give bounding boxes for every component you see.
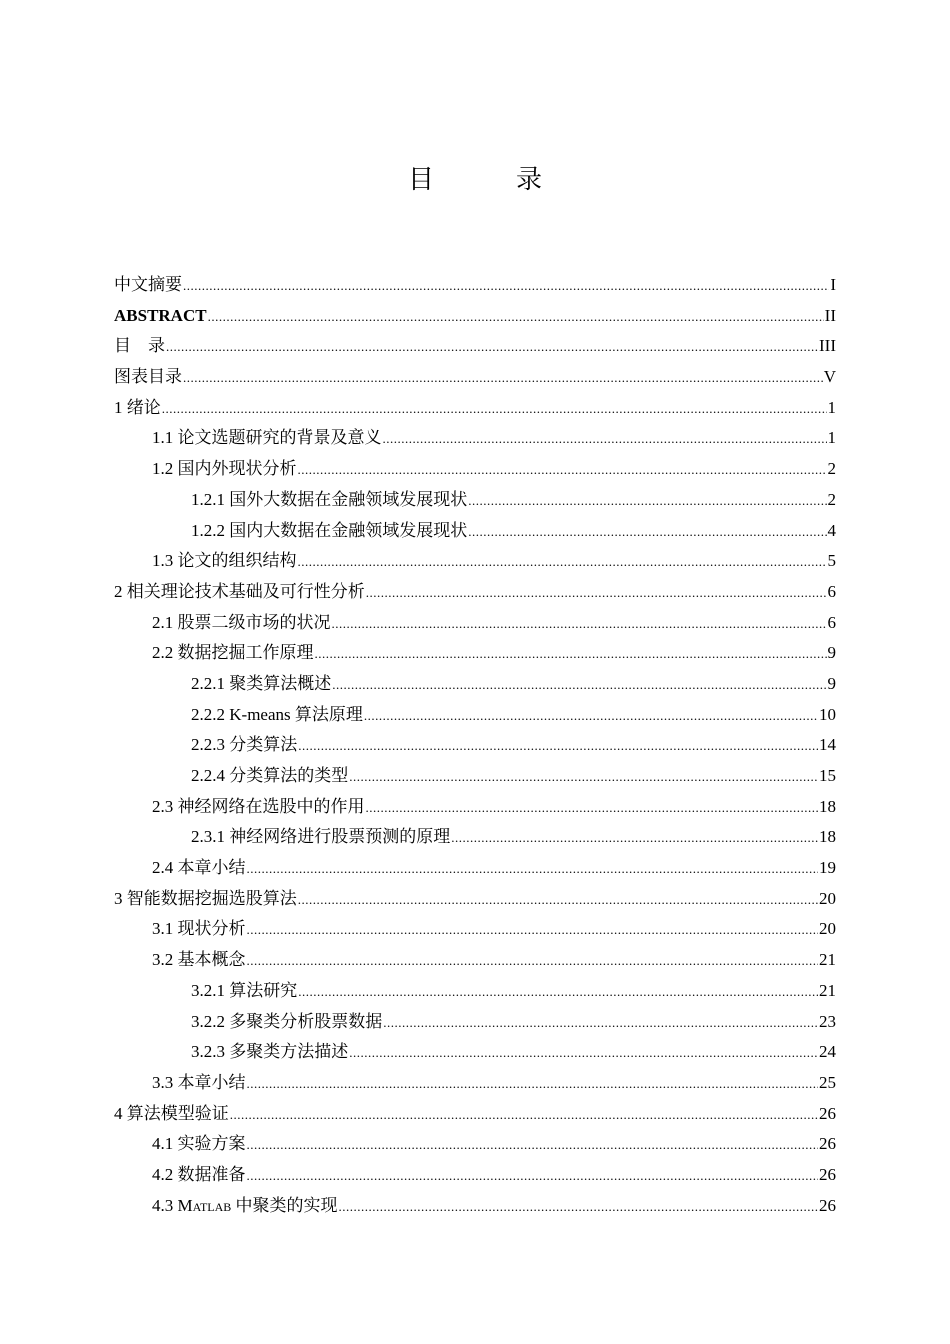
- toc-entry[interactable]: [114, 331, 836, 362]
- toc-entry[interactable]: [114, 822, 836, 853]
- toc-entry-label: 4 算法模型验证: [114, 1103, 229, 1123]
- toc-entry[interactable]: [114, 485, 836, 516]
- toc-entry[interactable]: [114, 516, 836, 547]
- toc-dot-leader: [383, 1008, 818, 1039]
- toc-entry[interactable]: [114, 1099, 836, 1130]
- toc-dot-leader: [230, 1100, 818, 1131]
- toc-dot-leader: [339, 1192, 818, 1223]
- toc-entry-label: 1.2.2 国内大数据在金融领域发展现状: [191, 520, 468, 540]
- toc-entry[interactable]: [114, 577, 836, 608]
- toc-page-number: 20: [819, 888, 836, 908]
- toc-page-number: 18: [819, 827, 836, 847]
- toc-dot-leader: [298, 547, 827, 578]
- toc-dot-leader: [208, 302, 824, 333]
- toc-entry[interactable]: [114, 270, 836, 301]
- toc-entry-label: 3.3 本章小结: [152, 1072, 246, 1092]
- toc-dot-leader: [468, 486, 826, 517]
- toc-dot-leader: [247, 915, 819, 946]
- toc-dot-leader: [468, 517, 826, 548]
- toc-entry[interactable]: [114, 1068, 836, 1099]
- toc-page-number: 21: [819, 950, 836, 970]
- toc-dot-leader: [166, 332, 818, 363]
- toc-page-number: 15: [819, 766, 836, 785]
- toc-dot-leader: [298, 731, 818, 762]
- toc-page-number: 19: [819, 858, 836, 878]
- toc-page-number: 2: [827, 489, 836, 509]
- toc-entry-label: 1.1 论文选题研究的背景及意义: [152, 428, 382, 448]
- toc-entry[interactable]: [114, 976, 836, 1007]
- toc-entry[interactable]: [114, 1191, 836, 1222]
- toc-entry[interactable]: [114, 362, 836, 393]
- toc-page-number: 26: [819, 1134, 836, 1154]
- toc-entry[interactable]: [114, 608, 836, 639]
- toc-entry[interactable]: [114, 730, 836, 761]
- toc-entry-label: 3.2.2 多聚类分析股票数据: [191, 1011, 383, 1031]
- toc-page-number: V: [823, 367, 836, 387]
- toc-entry[interactable]: [114, 914, 836, 945]
- toc-page-number: 24: [819, 1042, 836, 1062]
- page-title: 目 录: [407, 165, 570, 194]
- toc-entry[interactable]: [114, 393, 836, 424]
- toc-page-number: 14: [819, 735, 836, 755]
- toc-entry-label: 3 智能数据挖掘选股算法: [114, 888, 297, 908]
- toc-entry-label: 4.2 数据准备: [152, 1164, 246, 1184]
- toc-dot-leader: [247, 1161, 819, 1192]
- toc-dot-leader: [298, 977, 818, 1008]
- toc-page-number: II: [824, 305, 836, 325]
- toc-page-number: I: [830, 275, 836, 294]
- toc-dot-leader: [247, 946, 819, 977]
- toc-entry-label: 2.2.2 K-means 算法原理: [191, 704, 363, 724]
- toc-page-number: 26: [819, 1195, 836, 1215]
- toc-dot-leader: [383, 424, 827, 455]
- toc-page-number: 1: [827, 428, 836, 448]
- toc-entry-label: 1.2 国内外现状分析: [152, 459, 297, 479]
- toc-entry-label: 4.1 实验方案: [152, 1134, 246, 1154]
- toc-dot-leader: [315, 639, 827, 670]
- toc-entry-label: 1.2.1 国外大数据在金融领域发展现状: [191, 489, 468, 509]
- toc-entry[interactable]: [114, 945, 836, 976]
- toc-dot-leader: [366, 578, 827, 609]
- toc-dot-leader: [247, 1130, 819, 1161]
- toc-page-number: 6: [827, 612, 836, 632]
- toc-dot-leader: [247, 1069, 819, 1100]
- table-of-contents: [114, 270, 836, 1221]
- toc-entry[interactable]: [114, 1037, 836, 1068]
- toc-dot-leader: [451, 823, 818, 854]
- toc-dot-leader: [349, 762, 818, 793]
- toc-entry[interactable]: [114, 1129, 836, 1160]
- toc-entry[interactable]: [114, 761, 836, 792]
- toc-dot-leader: [162, 394, 827, 425]
- toc-entry-label: 2.1 股票二级市场的状况: [152, 612, 331, 632]
- toc-page-number: 18: [819, 796, 836, 816]
- toc-page-number: 23: [819, 1011, 836, 1031]
- toc-entry-label: 1.3 论文的组织结构: [152, 551, 297, 571]
- toc-page-number: 20: [819, 919, 836, 939]
- toc-entry-label: 3.2.1 算法研究: [191, 980, 298, 1000]
- toc-entry[interactable]: [114, 301, 836, 332]
- toc-entry[interactable]: [114, 1160, 836, 1191]
- toc-page-number: 25: [819, 1072, 836, 1092]
- toc-entry-label: 3.1 现状分析: [152, 919, 246, 939]
- toc-entry-label: 中文摘要: [114, 275, 182, 294]
- toc-entry-label: 2.4 本章小结: [152, 858, 246, 878]
- toc-dot-leader: [366, 793, 819, 824]
- toc-entry-label: 2.2.3 分类算法: [191, 735, 298, 755]
- toc-entry-label: 目 录: [114, 336, 165, 356]
- toc-page-number: 5: [827, 551, 836, 571]
- toc-entry-label: 2.3 神经网络在选股中的作用: [152, 796, 365, 816]
- toc-page-number: 10: [819, 704, 836, 724]
- toc-entry[interactable]: [114, 638, 836, 669]
- toc-entry-label: 图表目录: [114, 367, 182, 387]
- toc-page-number: 9: [827, 673, 836, 693]
- toc-entry[interactable]: [114, 853, 836, 884]
- toc-page-number: 26: [819, 1103, 836, 1123]
- toc-entry-label: 2 相关理论技术基础及可行性分析: [114, 581, 365, 601]
- toc-entry[interactable]: [114, 792, 836, 823]
- toc-entry-label: 4.3 Matlab 中聚类的实现: [152, 1195, 338, 1215]
- toc-dot-leader: [183, 363, 823, 394]
- toc-entry-label: 2.2 数据挖掘工作原理: [152, 643, 314, 663]
- toc-dot-leader: [298, 455, 827, 486]
- toc-page-number: 21: [819, 980, 836, 1000]
- toc-entry[interactable]: [114, 423, 836, 454]
- toc-entry[interactable]: [114, 1007, 836, 1038]
- toc-entry-label: 2.2.1 聚类算法概述: [191, 673, 332, 693]
- toc-entry[interactable]: [114, 546, 836, 577]
- toc-entry[interactable]: [114, 454, 836, 485]
- toc-entry-label: 2.2.4 分类算法的类型: [191, 766, 349, 785]
- toc-entry-label: 3.2.3 多聚类方法描述: [191, 1042, 349, 1062]
- toc-page-number: 26: [819, 1164, 836, 1184]
- toc-page-number: III: [819, 336, 836, 356]
- toc-dot-leader: [332, 670, 826, 701]
- toc-dot-leader: [298, 885, 818, 916]
- toc-page-number: 1: [827, 397, 836, 417]
- toc-dot-leader: [332, 609, 827, 640]
- toc-page-number: 9: [827, 643, 836, 663]
- toc-entry-label: ABSTRACT: [114, 305, 207, 325]
- toc-entry-label: 3.2 基本概念: [152, 950, 246, 970]
- toc-dot-leader: [183, 271, 829, 302]
- toc-entry-label: 1 绪论: [114, 397, 161, 417]
- small-caps-term: Matlab: [177, 1195, 232, 1215]
- toc-entry[interactable]: [114, 700, 836, 731]
- toc-entry[interactable]: [114, 884, 836, 915]
- toc-dot-leader: [364, 701, 818, 732]
- toc-page-number: 2: [827, 459, 836, 479]
- toc-entry[interactable]: [114, 669, 836, 700]
- toc-entry-label: 2.3.1 神经网络进行股票预测的原理: [191, 827, 451, 847]
- toc-page-number: 4: [827, 520, 836, 540]
- toc-dot-leader: [349, 1038, 818, 1069]
- toc-page-number: 6: [827, 581, 836, 601]
- toc-dot-leader: [247, 854, 819, 885]
